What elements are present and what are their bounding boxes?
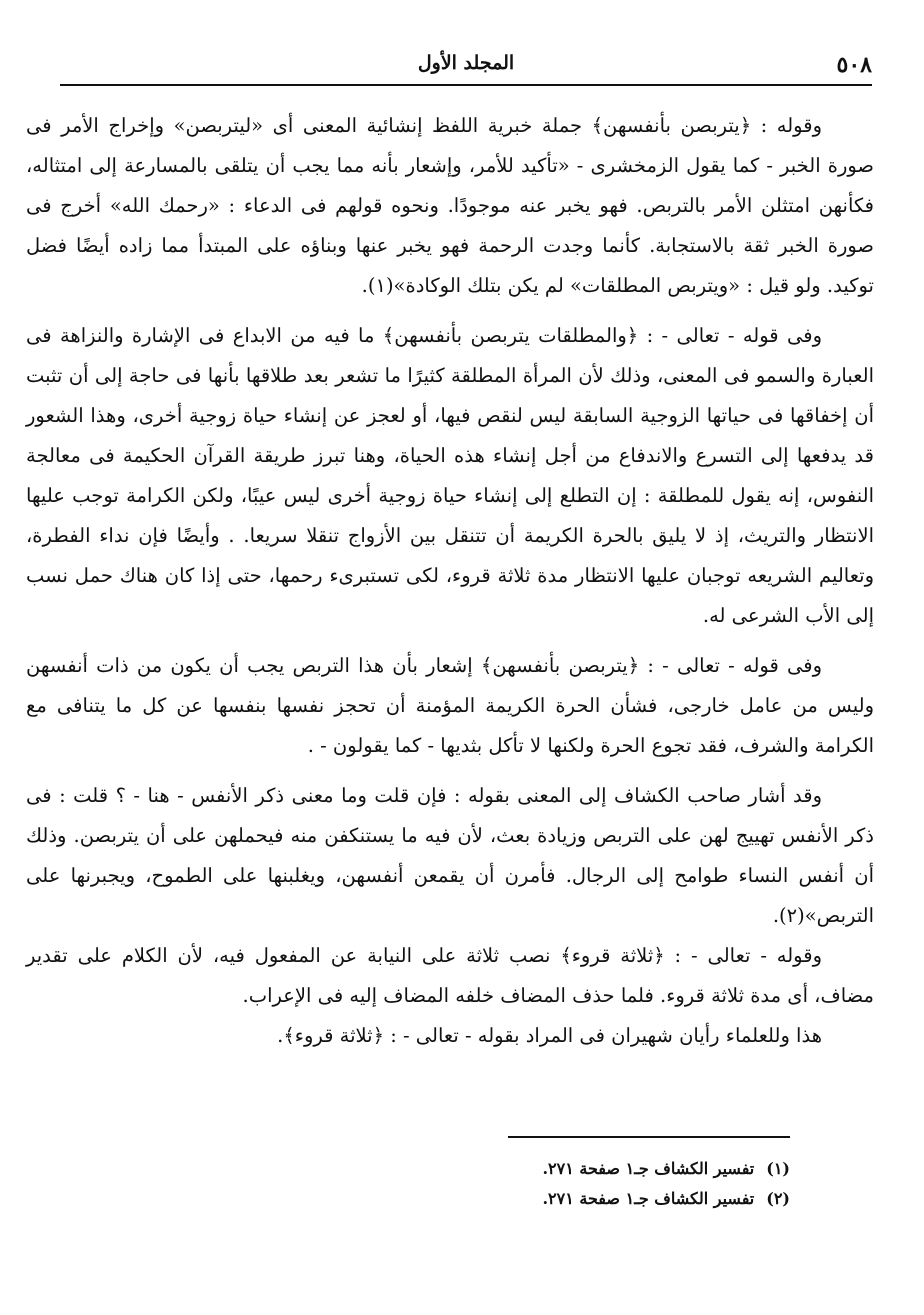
volume-title: المجلد الأول (417, 52, 515, 74)
main-text (26, 106, 874, 1056)
footnotes (290, 1154, 790, 1214)
footnote (290, 1184, 790, 1214)
paragraph: وقوله : ﴿يتربصن بأنفسهن﴾ جملة خبرية اللفظ إنشائية المعنى أى «ليتربصن» وإخراج الأمر فى صورة الخبر - كما يقول الزمخشرى - «تأكيد للأمر، وإشعار بأنه مما يجب أن يتلقى بالمسارعة إلى امتثاله، فكأنهن امتثلن الأمر بالتربص. فهو يخبر عنه موجودًا. ونحوه قولهم فى الدعاء : «رحمك الله» أخرج فى صورة الخبر ثقة بالاستجابة. كأنما وجدت الرحمة فهو يخبر عنها وبناؤه على المبتدأ مما زاده أيضًا فضل توكيد. ولو قيل : «ويتربص المطلقات» لم يكن بتلك الوكادة»(١). (26, 114, 874, 297)
paragraph: وقد أشار صاحب الكشاف إلى المعنى بقوله : فإن قلت وما معنى ذكر الأنفس - هنا - ؟ قلت : فى ذكر الأنفس تهييج لهن على التربص وزيادة بعث، لأن فيه ما يستنكفن منه فيحملهن على أن يتربصن. وذلك أن أنفس النساء طوامح إلى الرجال. فأمرن أن يقمعن أنفسهن، ويغلبنها على الطموح، ويجبرنها على التربص»(٢). (26, 784, 874, 927)
footnote (290, 1154, 790, 1184)
footnote-text: تفسير الكشاف جـ١ صفحة ٢٧١. (542, 1189, 755, 1208)
paragraph-gap (26, 766, 874, 776)
footnote-divider (508, 1136, 790, 1138)
paragraph-gap (26, 636, 874, 646)
paragraph: وفى قوله - تعالى - : ﴿والمطلقات يتربصن بأنفسهن﴾ ما فيه من الابداع فى الإشارة والنزاهة فى العبارة والسمو فى المعنى، وذلك لأن المرأة المطلقة كثيرًا ما تشعر بعد طلاقها بأنها فى حاجة إلى أن تثبت أن إخفاقها فى حياتها الزوجية السابقة ليس لنقص فيها، أو لعجز عن إنشاء حياة زوجية أخرى، وهذا الشعور قد يدفعها إلى التسرع والاندفاع من أجل إنشاء هذه الحياة، وهنا تبرز طريقة القرآن الحكيمة فى معالجة النفوس، إنه يقول للمطلقة : إن التطلع إلى إنشاء حياة زوجية أخرى ليس عيبًا، ولكن الكرامة توجب عليها الانتظار والتريث، إذ لا يليق بالحرة الكريمة أن تتنقل بين الأزواج تنقلا سريعا. . وأيضًا فإن نداء الفطرة، وتعاليم الشريعه توجبان عليها الانتظار مدة ثلاثة قروء، لكى تستبرىء رحمها، حتى إذا كان هناك حمل نسب إلى الأب الشرعى له. (26, 324, 874, 627)
footnote-marker: (١) (766, 1159, 790, 1178)
paragraph-gap (26, 306, 874, 316)
footnote-marker: (٢) (766, 1189, 790, 1208)
paragraph: وفى قوله - تعالى - : ﴿يتربصن بأنفسهن﴾ إشعار بأن هذا التربص يجب أن يكون من ذات أنفسهن وليس من عامل خارجى، فشأن الحرة الكريمة المؤمنة أن تحجز نفسها بنفسها عن كل ما يتنافى مع الكرامة والشرف، فقد تجوع الحرة ولكنها لا تأكل بثديها - كما يقولون - . (26, 654, 874, 757)
header-divider (60, 84, 872, 86)
footnote-text: تفسير الكشاف جـ١ صفحة ٢٧١. (542, 1159, 755, 1178)
paragraph: وقوله - تعالى - : ﴿ثلاثة قروء﴾ نصب ثلاثة على النيابة عن المفعول فيه، لأن الكلام على تقدير مضاف، أى مدة ثلاثة قروء. فلما حذف المضاف خلفه المضاف إليه فى الإعراب. (26, 944, 874, 1007)
page-number: ٥٠٨ (836, 52, 872, 78)
paragraph: هذا وللعلماء رأيان شهيران فى المراد بقوله - تعالى - : ﴿ثلاثة قروء﴾. (277, 1024, 822, 1047)
page-header (60, 50, 872, 82)
